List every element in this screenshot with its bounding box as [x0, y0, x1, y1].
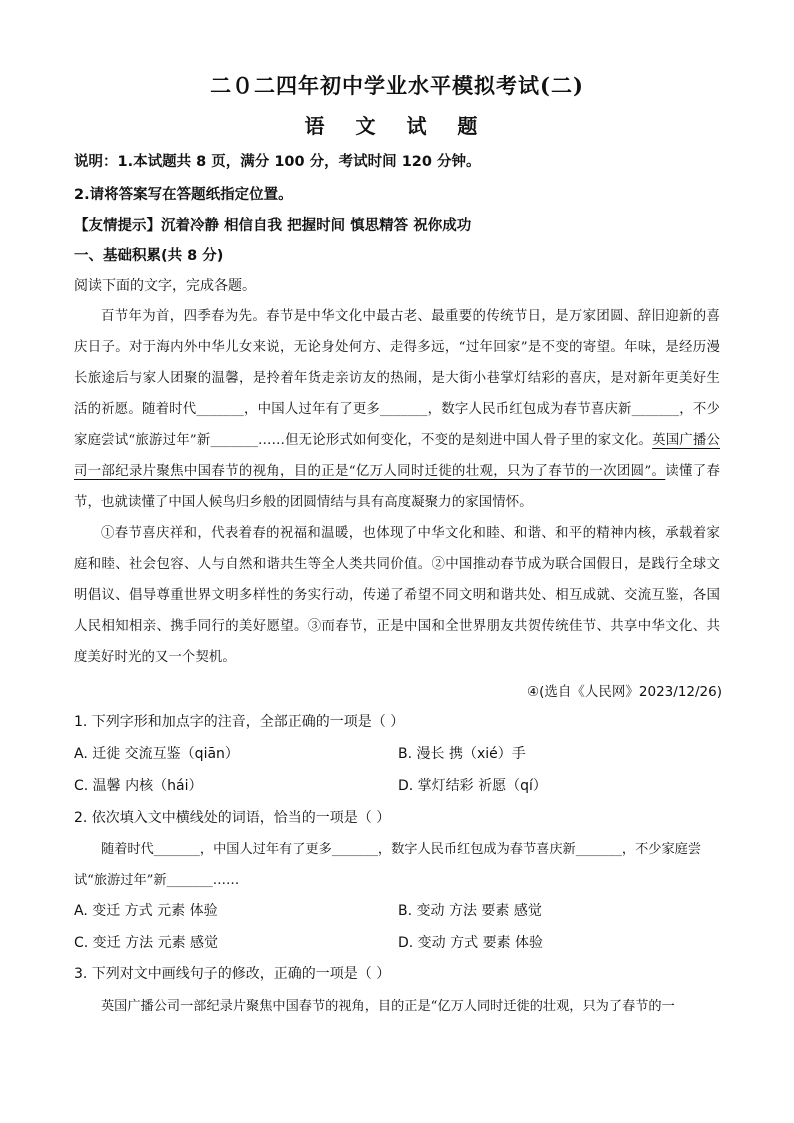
section-heading: 一、基础积累(共 8 分) [74, 248, 224, 264]
question-2-option-a[interactable]: A. 变迁 方式 元素 体验 [74, 903, 218, 919]
passage-paragraph-1 [74, 301, 720, 518]
friendly-tip: 【友情提示】沉着冷静 相信自我 把握时间 慎思精答 祝你成功 [74, 218, 472, 234]
question-1-option-d[interactable]: D. 掌灯结彩 祈愿（qí） [398, 778, 547, 794]
question-2-option-b[interactable]: B. 变动 方法 要素 感觉 [398, 903, 542, 919]
subject-title: 语 文 试 题 [304, 114, 490, 138]
passage-text: 读懂了春节，也就读懂了中国人候鸟归乡般的团圆情结与具有高度凝聚力的家国情怀。 [74, 464, 720, 510]
passage-text: 百节年为首，四季春为先。春节是中华文化中最古老、最重要的传统节日，是万家团圆、辞旧迎新的喜庆日子。对于海内外中华儿女来说，无论身处何方、走得多远，“过年回家”是不变的寄望。年味，是经历漫长旅途后与家人团聚的温馨，是拎着年货走亲访友的热闹，是大街小巷掌灯结彩的喜庆，是对新年更美好生活的祈愿。随着时代_______，中国人过年有了更多_______，数字人民币红包成为春节喜庆新_______，不少家庭尝试“旅游过年”新_______……但无论形式如何变化，不变的是刻进中国人骨子里的家文化。 [74, 309, 720, 448]
question-2-option-d[interactable]: D. 变动 方式 要素 体验 [398, 935, 544, 951]
question-3-quote-line-1: 英国广播公司一部纪录片聚焦中国春节的视角，目的正是“亿万人同时迁徙的壮观，只为了春节的一 [101, 999, 675, 1014]
underlined-sentence: 英国广播公司一部纪录片聚焦中国春节的视角，目的正是“亿万人同时迁徙的壮观，只为了春节的一次团圆”。 [74, 433, 720, 479]
question-1-stem: 1. 下列字形和加点字的注音，全部正确的一项是（ ） [74, 714, 405, 730]
question-1-option-c[interactable]: C. 温馨 内核（hái） [74, 778, 203, 794]
question-1-option-b[interactable]: B. 漫长 携（xié）手 [398, 746, 526, 762]
question-2-stem: 2. 依次填入文中横线处的词语，恰当的一项是（ ） [74, 810, 391, 826]
exam-title: 二０二四年初中学业水平模拟考试(二) [210, 73, 584, 98]
instruction-line-1: 说明：1.本试题共 8 页，满分 100 分，考试时间 120 分钟。 [74, 154, 481, 170]
question-2-quote-line-1: 随着时代_______，中国人过年有了更多_______，数字人民币红包成为春节喜庆新_______，不少家庭尝 [101, 842, 702, 857]
question-2-option-c[interactable]: C. 变迁 方法 元素 感觉 [74, 935, 219, 951]
question-2-quote-line-2: 试“旅游过年”新_______…… [74, 873, 240, 888]
reading-prompt: 阅读下面的文字，完成各题。 [74, 278, 256, 294]
passage-source: ④(选自《人民网》2023/12/26) [527, 684, 722, 700]
passage-paragraph-2: ①春节喜庆祥和，代表着春的祝福和温暖，也体现了中华文化和睦、和谐、和平的精神内核，承载着家庭和睦、社会包容、人与自然和谐共生等全人类共同价值。②中国推动春节成为联合国假日，是践行全球文明倡议、倡导尊重世界文明多样性的务实行动，传递了希望不同文明和谐共处、相互成就、交流互鉴，各国人民相知相亲、携手同行的美好愿望。③而春节，正是中国和全世界朋友共贺传统佳节、共享中华文化、共度美好时光的又一个契机。 [74, 526, 720, 665]
question-3-stem: 3. 下列对文中画线句子的修改，正确的一项是（ ） [74, 966, 391, 982]
question-1-option-a[interactable]: A. 迁徙 交流互鉴（qiān） [74, 746, 239, 762]
instruction-line-2: 2.请将答案写在答题纸指定位置。 [74, 187, 293, 203]
